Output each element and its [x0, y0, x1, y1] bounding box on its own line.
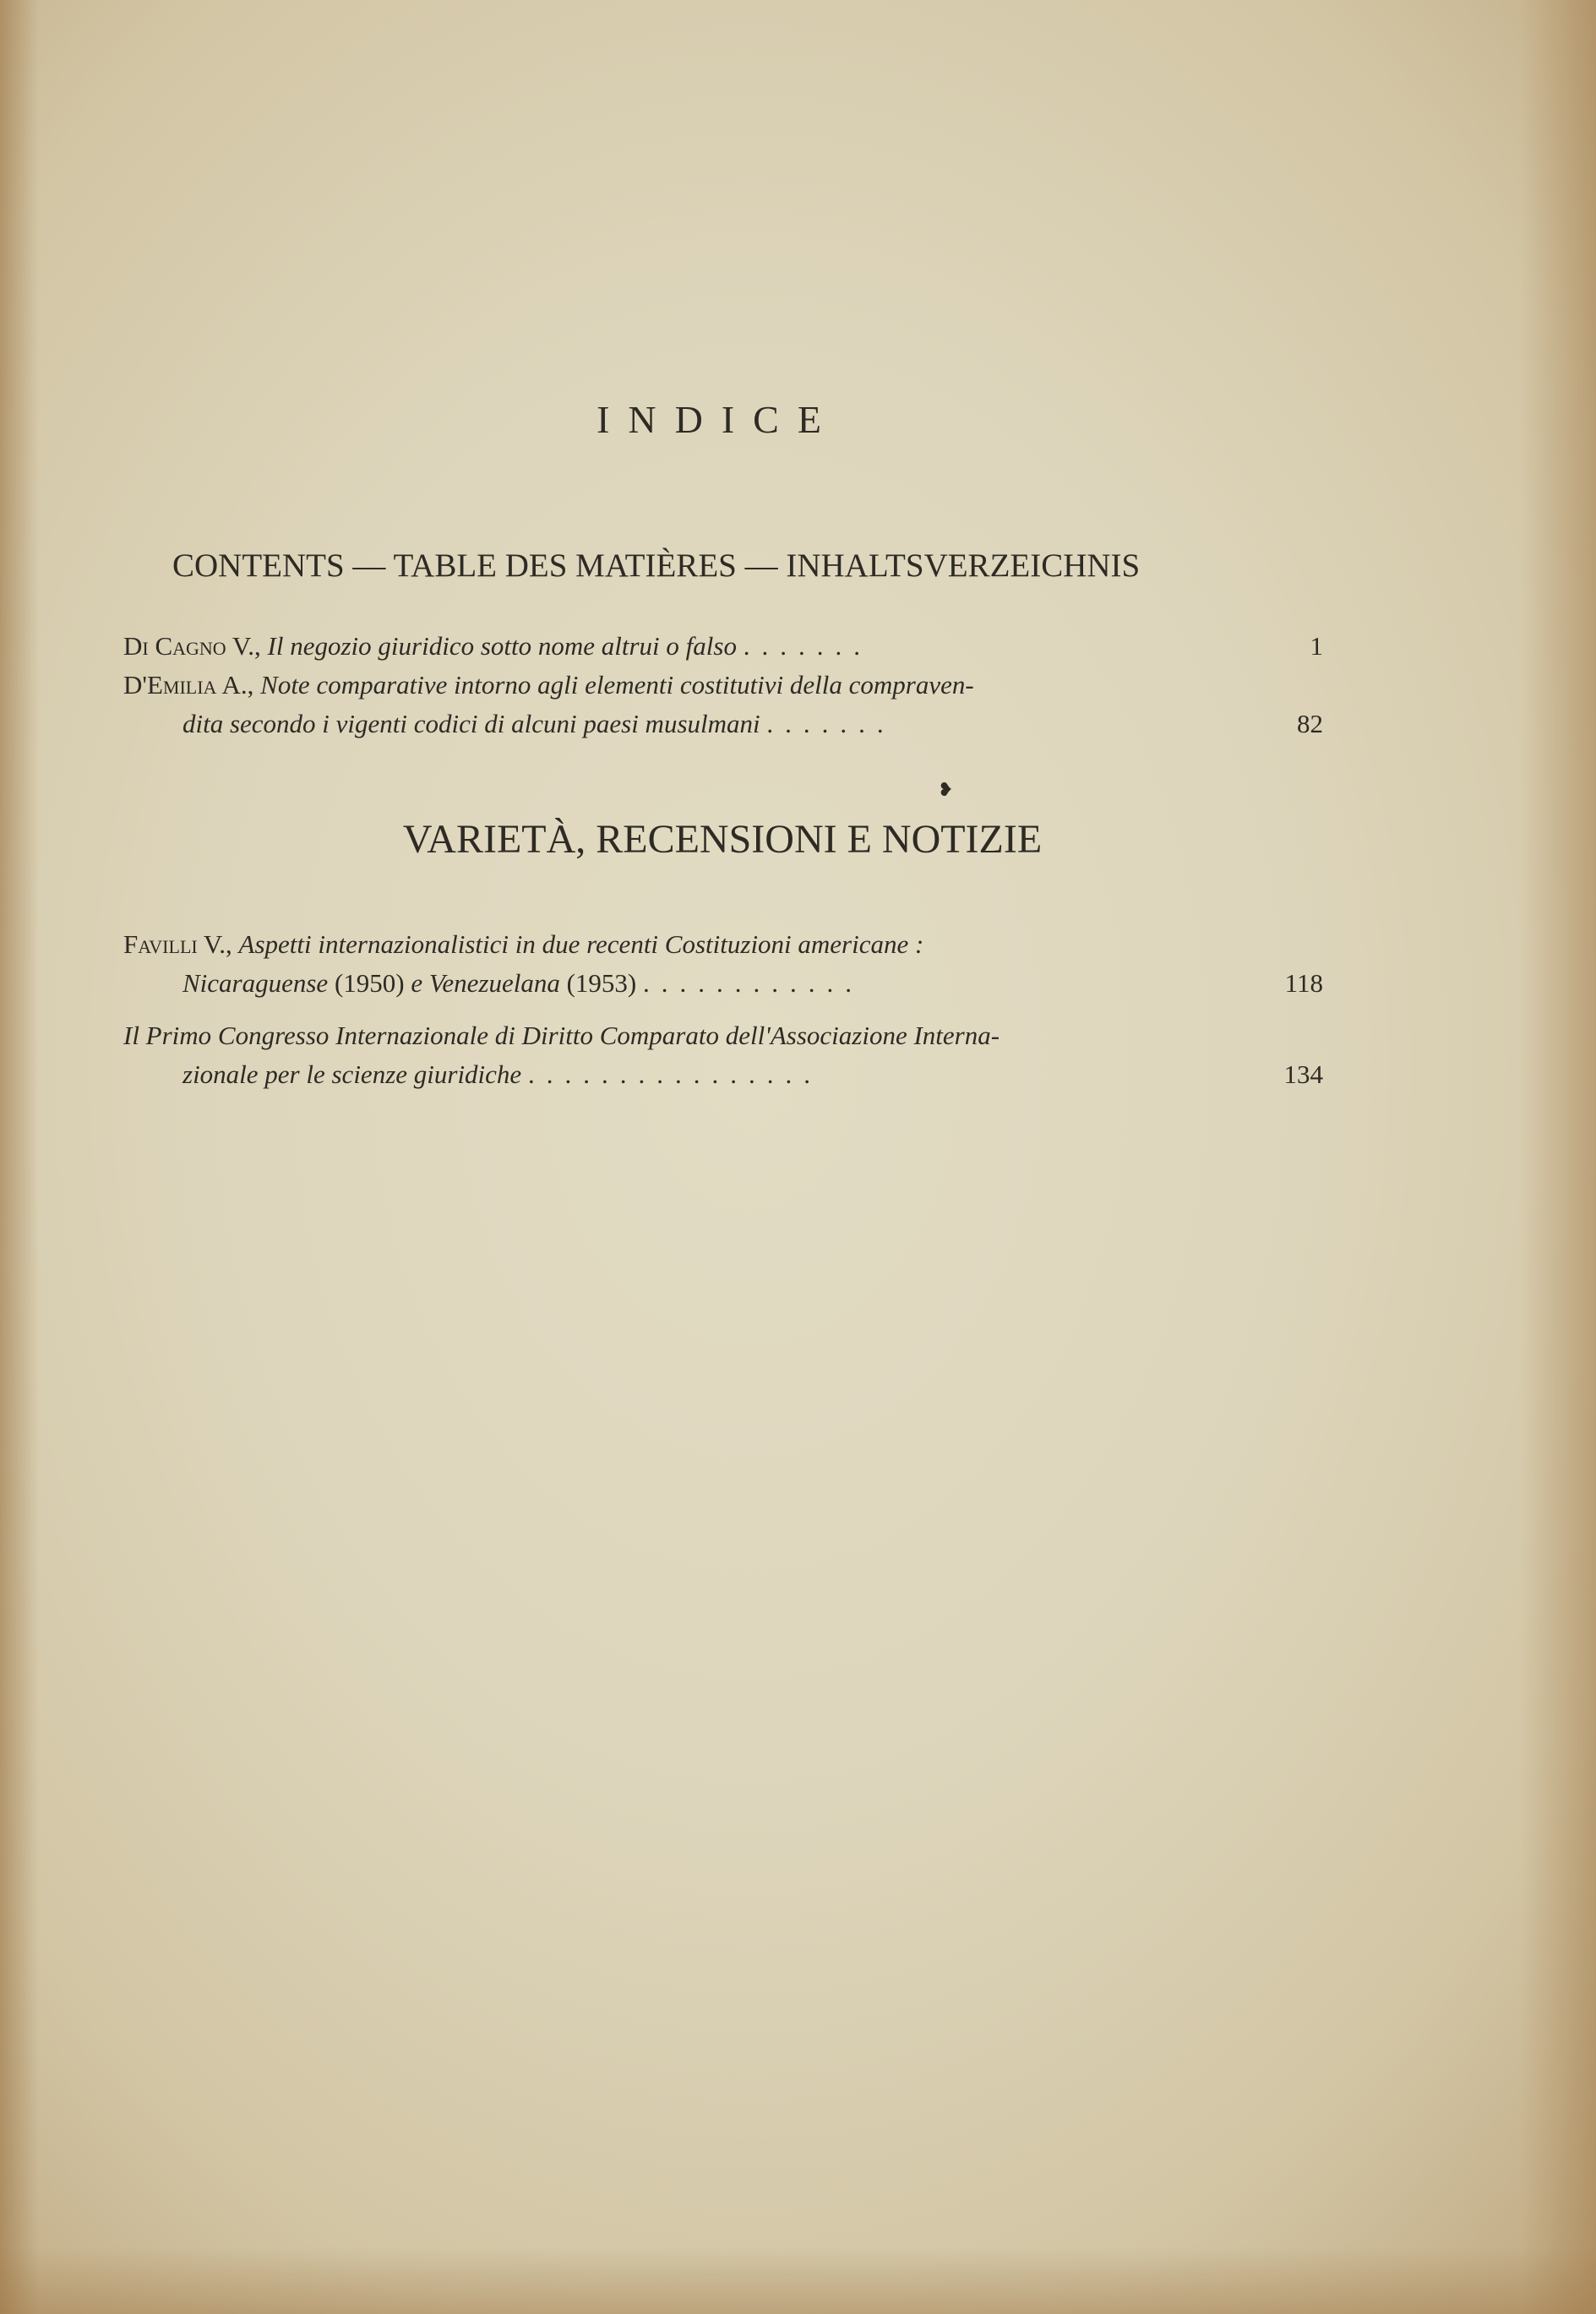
ornament-icon: ❥ [938, 779, 954, 800]
toc-author: Di Cagno V., [123, 631, 261, 661]
toc-entry-line [123, 1055, 1323, 1094]
toc-title: Note comparative intorno agli elementi costitutivi della compraven- [260, 670, 974, 700]
toc-page-number: 134 [1283, 1059, 1323, 1089]
toc-page-number: 118 [1284, 968, 1323, 998]
toc-entry-line [123, 1016, 1323, 1055]
toc-title-continued: dita secondo i vigenti codici di alcuni paesi musulmani [182, 709, 760, 738]
toc-page-number: 82 [1297, 709, 1323, 738]
toc-leader: ................ [527, 1059, 822, 1089]
toc-leader: ............ [643, 968, 863, 998]
page-edge-shadow-bottom [0, 2246, 1596, 2314]
toc-title-continued: Nicaraguense [182, 968, 329, 998]
toc-conjunction: e [411, 968, 423, 998]
toc-entry [123, 666, 1323, 743]
toc-page-number: 1 [1310, 631, 1323, 661]
toc-author: D'Emilia A., [123, 670, 254, 700]
page-edge-shadow-right [1520, 0, 1596, 2314]
toc-year: (1950) [334, 968, 405, 998]
toc-author: Favilli V., [123, 929, 232, 959]
page-title: INDICE [596, 398, 840, 441]
page-edge-shadow-left [0, 0, 39, 2314]
toc-entry-line [123, 627, 1323, 666]
toc-title-continued: zionale per le scienze giuridiche [182, 1059, 522, 1089]
toc-title-continued: Venezuelana [428, 968, 560, 998]
toc-title: Il negozio giuridico sotto nome altrui o falso [267, 631, 737, 661]
page-subtitle: CONTENTS — TABLE DES MATIÈRES — INHALTSVERZEICHNIS [172, 547, 1141, 584]
toc-year: (1953) [566, 968, 637, 998]
toc-title: Aspetti internazionalistici in due recenti Costituzioni americane : [238, 929, 924, 959]
toc-entry [123, 627, 1323, 666]
toc-entry [123, 1016, 1323, 1094]
section-title: VARIETÀ, RECENSIONI E NOTIZIE [402, 817, 1043, 862]
toc-leader: ....... [766, 709, 896, 738]
toc-title: Il Primo Congresso Internazionale di Diritto Comparato dell'Associazione Interna- [123, 1021, 1000, 1050]
toc-entry-line [123, 705, 1323, 743]
toc-leader: ....... [743, 631, 872, 661]
toc-entry-line [123, 666, 1323, 705]
toc-entry-line [123, 964, 1323, 1003]
toc-entry [123, 925, 1323, 1003]
toc-entry-line [123, 925, 1323, 964]
